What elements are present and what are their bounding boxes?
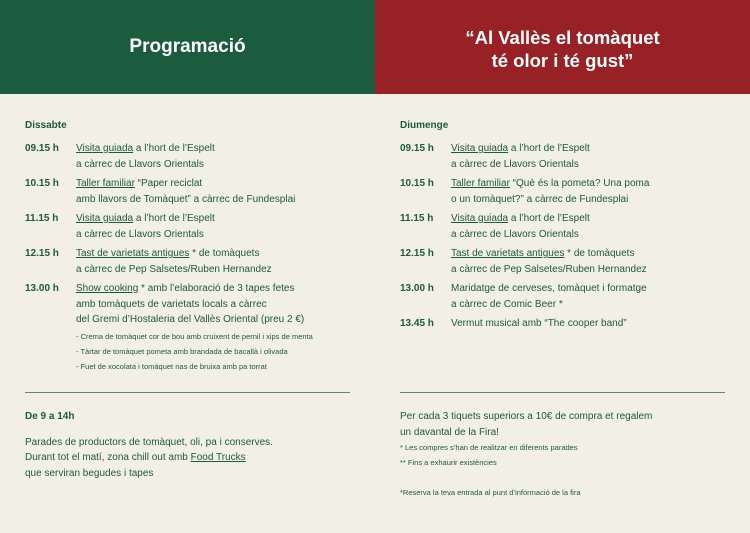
- tapa-item: - Fuet de xocolata i tomàquet nas de bruixa amb pa torrat: [76, 361, 267, 371]
- schedule-event: 10.15 h Taller familiar “Què és la pometa? Una poma o un tomàquet?” a càrrec de Fundesplai: [400, 176, 730, 207]
- header-slogan: [375, 0, 750, 94]
- event-link[interactable]: Show cooking: [76, 283, 139, 294]
- promo-info: Per cada 3 tiquets superiors a 10€ de compra et regalem un davantal de la Fira! * Les compres s’han de realitzar en diferents parades ** Fins a exhaurir existències *Reserva la teva entrada al punt d’informació de la fira: [400, 409, 730, 500]
- slogan-line-1: “Al Vallès el tomàquet: [465, 27, 660, 48]
- saturday-label: Dissabte: [25, 120, 67, 131]
- event-time: 09.15 h: [400, 143, 434, 154]
- slogan-title: [465, 22, 659, 72]
- sunday-label: Diumenge: [400, 120, 449, 131]
- footnote: * Les compres s’han de realitzar en diferents parades: [400, 443, 578, 452]
- event-time: 12.15 h: [25, 248, 59, 259]
- schedule-event: 12.15 h Tast de varietats antigues * de tomàquets a càrrec de Pep Salsetes/Ruben Hernandez: [25, 246, 355, 277]
- programacio-title: Programació: [129, 36, 246, 57]
- footnote: *Reserva la teva entrada al punt d’informació de la fira: [400, 488, 581, 497]
- event-time: 09.15 h: [25, 143, 59, 154]
- tapa-item: - Tàrtar de tomàquet pometa amb brandada de bacallà i olivada: [76, 346, 288, 356]
- event-link[interactable]: Tast de varietats antigues: [76, 248, 190, 259]
- event-link[interactable]: Taller familiar: [76, 178, 135, 189]
- event-time: 13.00 h: [25, 283, 59, 294]
- tapa-item: - Crema de tomàquet cor de bou amb cruixent de pernil i xips de menta: [76, 331, 313, 341]
- event-link[interactable]: Visita guiada: [76, 143, 134, 154]
- schedule-event: 13.45 h Vermut musical amb “The cooper band”: [400, 316, 730, 332]
- slogan-line-2: té olor i té gust”: [491, 50, 634, 71]
- market-heading: De 9 a 14h: [25, 411, 75, 422]
- event-time: 11.15 h: [400, 213, 434, 224]
- event-link[interactable]: Visita guiada: [76, 213, 134, 224]
- schedule-event: 11.15 h Visita guiada a l’hort de l’Espelt a càrrec de Llavors Orientals: [25, 211, 355, 242]
- food-trucks-link[interactable]: Food Trucks: [190, 452, 246, 463]
- event-link[interactable]: Visita guiada: [451, 213, 509, 224]
- schedule-event: 09.15 h Visita guiada a l’hort de l’Espelt a càrrec de Llavors Orientals: [25, 141, 355, 172]
- schedule-event: 10.15 h Taller familiar “Paper reciclat amb llavors de Tomàquet” a càrrec de Fundesplai: [25, 176, 355, 207]
- market-info: De 9 a 14h Parades de productors de tomàquet, oli, pa i conserves. Durant tot el matí, zona chill out amb Food Trucks que serviran begudes i tapes: [25, 409, 355, 481]
- promo-text: Per cada 3 tiquets superiors a 10€ de compra et regalem: [400, 411, 653, 422]
- divider-left: [25, 392, 350, 393]
- schedule-event: 09.15 h Visita guiada a l’hort de l’Espelt a càrrec de Llavors Orientals: [400, 141, 730, 172]
- event-time: 13.00 h: [400, 283, 434, 294]
- event-time: 10.15 h: [25, 178, 59, 189]
- schedule-event: 11.15 h Visita guiada a l’hort de l’Espelt a càrrec de Llavors Orientals: [400, 211, 730, 242]
- event-time: 13.45 h: [400, 318, 434, 329]
- event-link[interactable]: Tast de varietats antigues: [451, 248, 565, 259]
- event-time: 12.15 h: [400, 248, 434, 259]
- tapes-list: [76, 329, 355, 374]
- sunday-schedule: [400, 120, 730, 336]
- saturday-schedule: [25, 120, 355, 378]
- header-programacio: [0, 0, 375, 94]
- schedule-event: 13.00 h Show cooking * amb l’elaboració de 3 tapes fetes amb tomàquets de varietats locals a càrrec del Gremi d’Hostaleria del Vallès Oriental (preu 2 €) - Crema de tomàquet cor de bou amb cruixent de pernil i xips de menta - Tàrtar de tomàquet pometa amb brandada de bacallà i olivada - Fuet de xocolata i tomàquet nas de bruixa amb pa torrat: [25, 281, 355, 374]
- divider-right: [400, 392, 725, 393]
- schedule-event: 13.00 h Maridatge de cerveses, tomàquet i formatge a càrrec de Comic Beer *: [400, 281, 730, 312]
- event-link[interactable]: Visita guiada: [451, 143, 509, 154]
- event-time: 11.15 h: [25, 213, 59, 224]
- schedule-event: 12.15 h Tast de varietats antigues * de tomàquets a càrrec de Pep Salsetes/Ruben Hernandez: [400, 246, 730, 277]
- event-time: 10.15 h: [400, 178, 434, 189]
- footnote: ** Fins a exhaurir existències: [400, 458, 497, 467]
- event-link[interactable]: Taller familiar: [451, 178, 510, 189]
